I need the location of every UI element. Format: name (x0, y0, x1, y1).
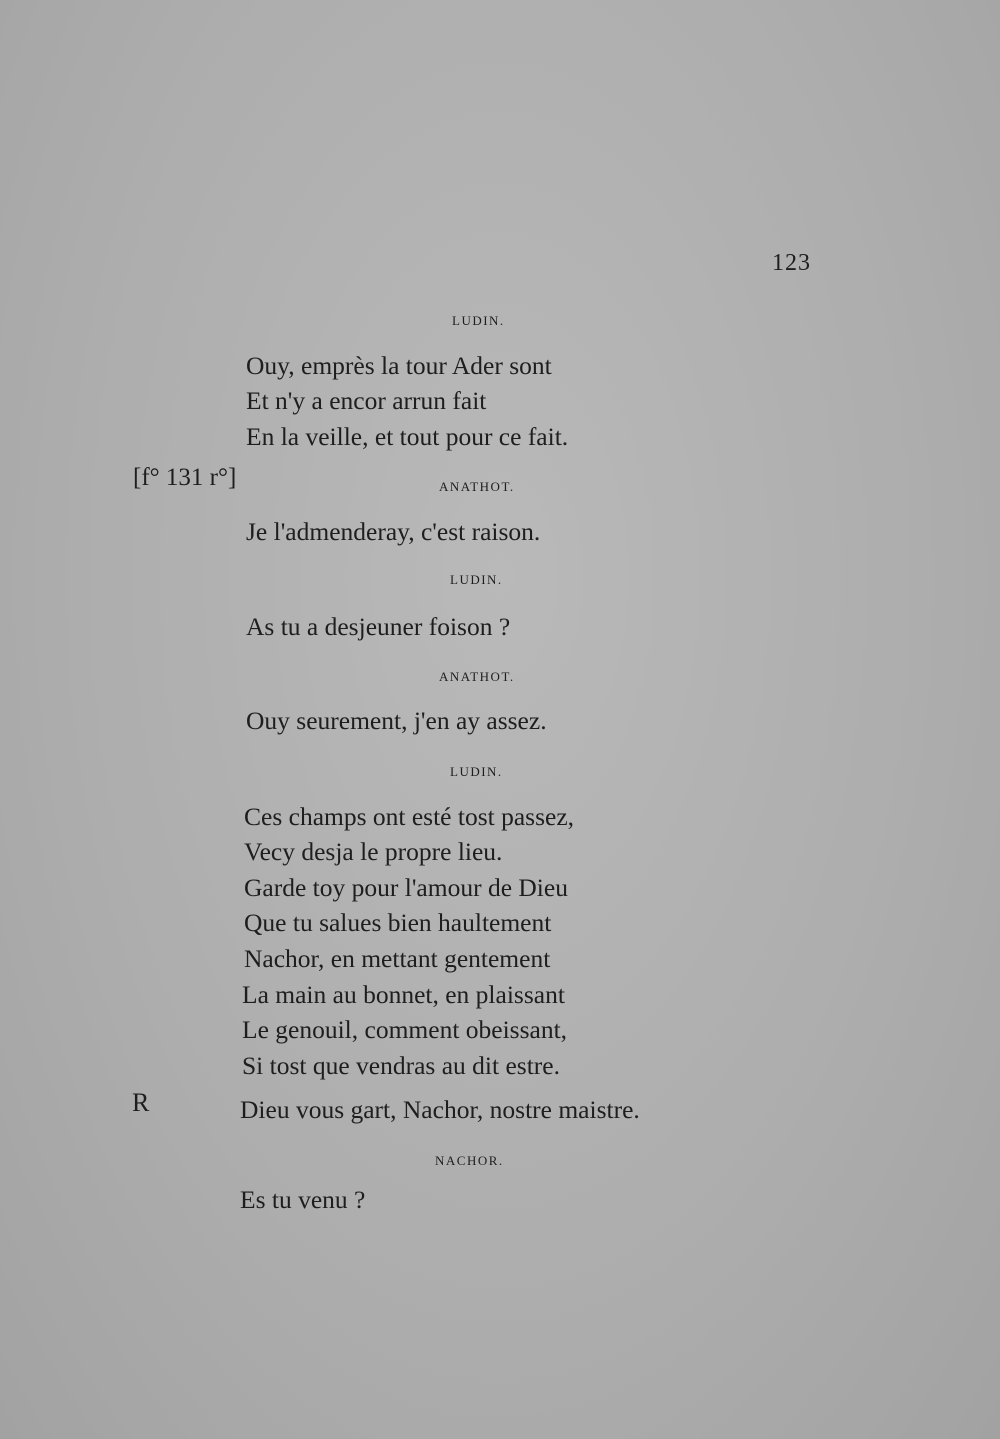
speaker-name: LUDIN. (452, 313, 505, 328)
verse-line: Vecy desja le propre lieu. (244, 837, 503, 866)
verse-line: Et n'y a encor arrun fait (246, 386, 487, 415)
verse-line: Que tu salues bien haultement (244, 908, 552, 937)
verse-line: Je l'admenderay, c'est raison. (246, 517, 541, 546)
verse-line: Le genouil, comment obeissant, (242, 1015, 568, 1044)
speaker-name: LUDIN. (450, 572, 503, 587)
verse-line: En la veille, et tout pour ce fait. (246, 422, 569, 451)
page-number: 123 (772, 250, 811, 276)
speaker-name: ANATHOT. (439, 479, 515, 494)
verse-line: Dieu vous gart, Nachor, nostre maistre. (240, 1095, 640, 1124)
verse-line: Ouy, emprès la tour Ader sont (246, 351, 552, 380)
margin-mark: R (132, 1088, 150, 1117)
speaker-name: LUDIN. (450, 764, 503, 779)
verse-line: Nachor, en mettant gentement (244, 944, 551, 973)
folio-reference: [f° 131 r°] (133, 464, 237, 491)
verse-line: Garde toy pour l'amour de Dieu (244, 873, 568, 902)
speaker-name: NACHOR. (435, 1153, 504, 1168)
verse-line: Es tu venu ? (240, 1185, 366, 1214)
speaker-name: ANATHOT. (439, 669, 515, 684)
verse-line: As tu a desjeuner foison ? (246, 612, 511, 641)
verse-line: La main au bonnet, en plaissant (242, 980, 565, 1009)
verse-line: Ouy seurement, j'en ay assez. (246, 706, 547, 735)
verse-line: Si tost que vendras au dit estre. (242, 1051, 560, 1080)
verse-line: Ces champs ont esté tost passez, (244, 802, 575, 831)
